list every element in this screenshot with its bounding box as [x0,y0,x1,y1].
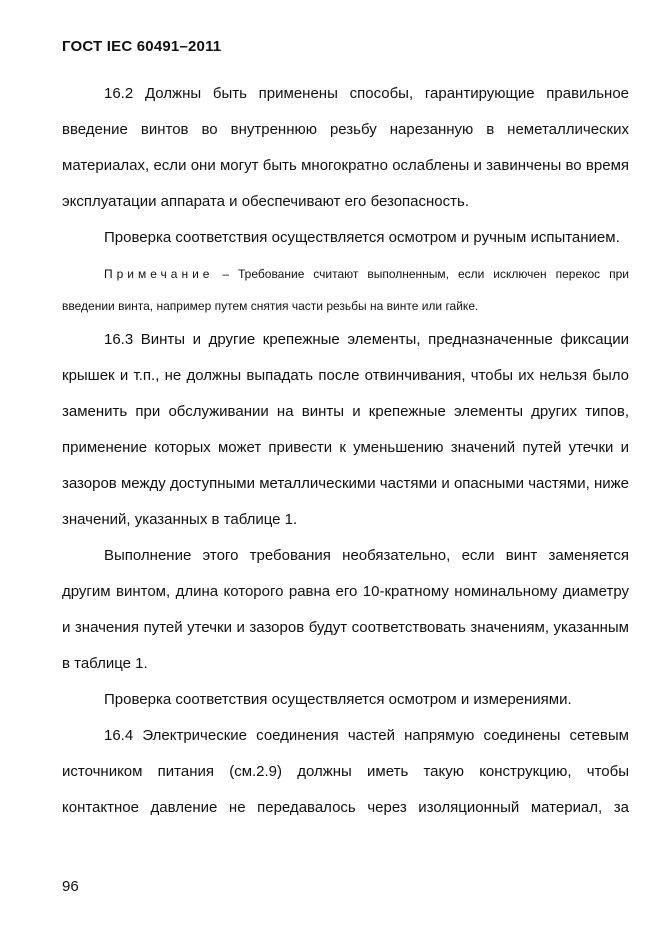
paragraph-check-manual: Проверка соответствия осуществляется осмотром и ручным испытанием. [104,229,620,246]
paragraph-16-2: 16.2 Должны быть применены способы, гарантирующие правильное введение винтов во внутреннюю резьбу нарезанную в неметаллических материалах, если они могут быть многократно ослаблены и завинчены во время эксплуатации аппарата и обеспечивают его безопасность. [62,85,629,210]
paragraph-16-4: 16.4 Электрические соединения частей напрямую соединены сетевым источником питания (см.2.9) должны иметь такую конструкцию, чтобы контактное давление не передавалось через изоляционный материал, за [62,727,629,816]
note-text: – Требование считают выполненным, если исключен перекос при введении винта, например путем снятия части резьбы на винте или гайке. [62,267,629,313]
note-label: Примечание [104,267,214,281]
document-body [62,76,629,826]
paragraph-check-measure: Проверка соответствия осуществляется осмотром и измерениями. [104,691,572,708]
standard-header: ГОСТ IEC 60491–2011 [62,38,222,55]
paragraph-16-3: 16.3 Винты и другие крепежные элементы, предназначенные фиксации крышек и т.п., не должны выпадать после отвинчивания, чтобы их нельзя было заменить при обслуживании на винты и крепежные элементы других типов, применение которых может привести к уменьшению значений путей утечки и зазоров между доступными металлическими частями и опасными частями, ниже значений, указанных в таблице 1. [62,331,629,528]
page-number: 96 [62,878,79,895]
note [62,258,629,322]
paragraph-optional-requirement: Выполнение этого требования необязательно, если винт заменяется другим винтом, длина которого равна его 10-кратному номинальному диаметру и значения путей утечки и зазоров будут соответствовать значениям, указанным в таблице 1. [62,547,629,672]
